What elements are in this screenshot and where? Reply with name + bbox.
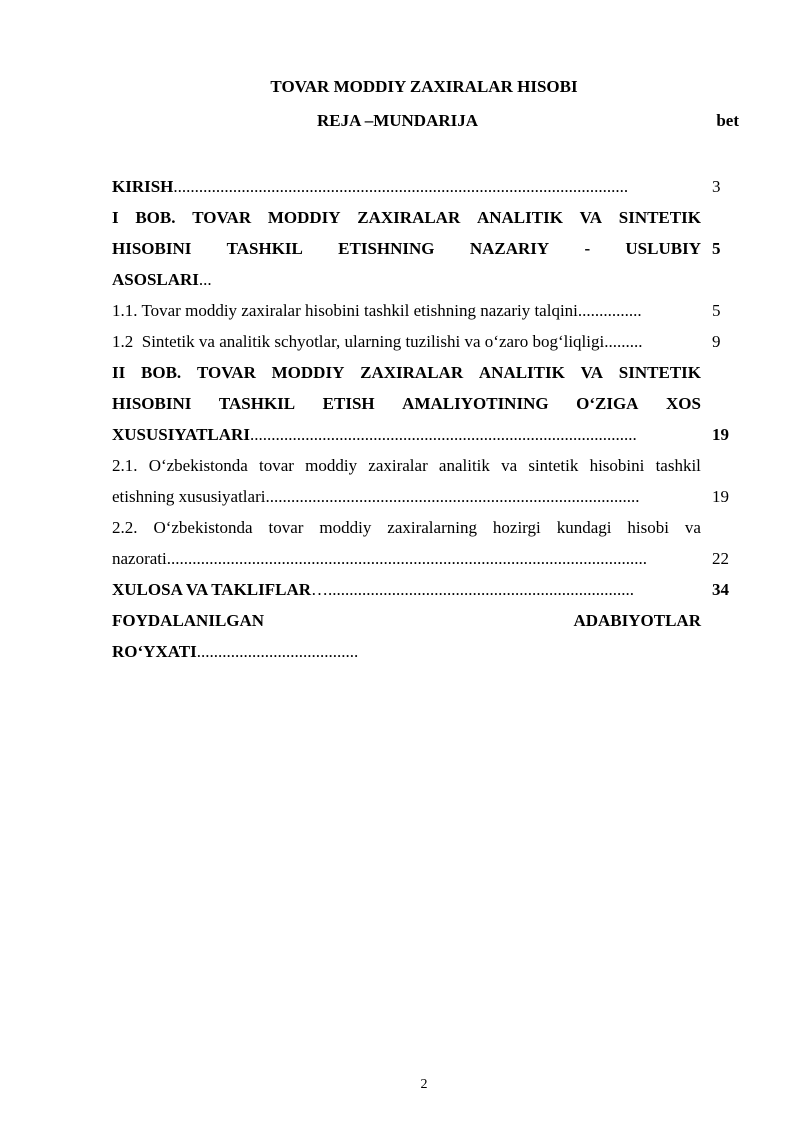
word: II (112, 363, 126, 382)
toc-entry-line (112, 388, 701, 419)
word: etishning xususiyatlari (112, 487, 266, 506)
word: 2.1. (112, 456, 138, 475)
toc-entry-line (112, 450, 701, 481)
word: O‘zbekistonda (148, 456, 248, 475)
word: hisobini (589, 456, 645, 475)
word: ANALITIK (478, 363, 565, 382)
toc-entry-line (112, 512, 701, 543)
page-column-label: bet (716, 111, 739, 130)
toc-entry-line (112, 202, 701, 233)
toc-leader-dots: ........................................................................ (328, 580, 635, 599)
word: MODDIY (271, 363, 345, 382)
toc-leader-dots: ......... (604, 332, 643, 351)
table-of-contents (112, 171, 740, 667)
word: ZAXIRALAR (357, 208, 461, 227)
word: 2.2. (112, 518, 138, 537)
word: O‘ZIGA (576, 394, 639, 413)
toc-leader-dots: ... (198, 270, 212, 289)
toc-entry-xulosa (112, 574, 740, 605)
word: ASOSLARI (112, 270, 199, 289)
word: ZAXIRALAR (360, 363, 464, 382)
toc-entry-title: 1.1. Tovar moddiy zaxiralar hisobini tashkil etishning nazariy talqini (112, 301, 578, 320)
word: BOB. (141, 363, 182, 382)
word: moddiy (305, 456, 358, 475)
toc-leader-dots: ........................................................................................... (249, 425, 637, 444)
toc-leader-dots: ............... (577, 301, 642, 320)
toc-ellipsis: … (311, 580, 329, 599)
word: ADABIYOTLAR (573, 611, 701, 630)
word: ANALITIK (476, 208, 563, 227)
word: XUSUSIYATLARI (112, 425, 250, 444)
word: zaxiralar (368, 456, 428, 475)
toc-entry-bob1 (112, 202, 740, 295)
toc-entry-line (112, 605, 701, 636)
word: XOS (665, 394, 701, 413)
word: va (684, 518, 701, 537)
toc-leader-dots: ........................................................................................ (265, 487, 640, 506)
word: va (501, 456, 518, 475)
word: HISOBINI (112, 394, 192, 413)
word: BOB. (135, 208, 176, 227)
toc-entry-line (112, 543, 701, 574)
word: ETISHNING (338, 239, 435, 258)
toc-entry-title: 1.2 Sintetik va analitik schyotlar, ularning tuzilishi va o‘zaro bog‘liqligi (112, 332, 605, 351)
word: ETISH (322, 394, 375, 413)
word: tashkil (655, 456, 701, 475)
word: tovar (268, 518, 304, 537)
word: I (112, 208, 119, 227)
word: VA (580, 363, 604, 382)
word: TASHKIL (226, 239, 303, 258)
word: - (584, 239, 591, 258)
word: HISOBINI (112, 239, 192, 258)
word: zaxiralarning (387, 518, 477, 537)
word: TOVAR (196, 363, 256, 382)
toc-leader-dots: ........................................................................................................... (173, 177, 629, 196)
word: TOVAR (192, 208, 252, 227)
page-number: 2 (420, 1077, 428, 1092)
word: MODDIY (267, 208, 341, 227)
toc-entry-1-2 (112, 326, 740, 357)
toc-page-number: 5 (712, 301, 721, 320)
toc-entry-line (112, 357, 701, 388)
toc-page-number: 9 (712, 332, 721, 351)
toc-page-number: 19 (712, 487, 729, 506)
toc-leader-dots: ...................................... (196, 642, 359, 661)
toc-entry-line (112, 419, 701, 450)
toc-entry-line (112, 233, 701, 264)
toc-entry-line (112, 481, 701, 512)
toc-leader-dots: ................................................................................................................. (166, 549, 647, 568)
word: TASHKIL (218, 394, 296, 413)
toc-entry-adabiyotlar (112, 605, 740, 667)
word: SINTETIK (618, 363, 701, 382)
toc-entry-line (112, 636, 701, 667)
word: O‘zbekistonda (153, 518, 253, 537)
toc-entry-2-2 (112, 512, 740, 574)
toc-entry-1-1 (112, 295, 740, 326)
toc-entry-line (112, 264, 701, 295)
toc-entry-bob2 (112, 357, 740, 450)
toc-page-number: 3 (712, 177, 721, 196)
toc-entry-title: KIRISH (112, 177, 174, 196)
toc-entry-kirish (112, 171, 740, 202)
word: nazorati (112, 549, 167, 568)
word: sintetik (528, 456, 579, 475)
word: hozirgi (492, 518, 541, 537)
word: SINTETIK (618, 208, 701, 227)
word: hisobi (627, 518, 669, 537)
word: analitik (438, 456, 490, 475)
document-subtitle: REJA –MUNDARIJA (317, 111, 479, 130)
toc-entry-title: XULOSA VA TAKLIFLAR (112, 580, 312, 599)
word: USLUBIY (625, 239, 701, 258)
word: tovar (259, 456, 294, 475)
word: NAZARIY (469, 239, 550, 258)
word: AMALIYOTINING (402, 394, 549, 413)
toc-page-number: 34 (712, 580, 729, 599)
word: VA (579, 208, 603, 227)
toc-page-number: 22 (712, 549, 729, 568)
word: RO‘YXATI (112, 642, 197, 661)
toc-page-number: 19 (712, 425, 729, 444)
toc-page-number: 5 (712, 239, 721, 258)
word: moddiy (319, 518, 372, 537)
word: FOYDALANILGAN (112, 611, 265, 630)
toc-entry-2-1 (112, 450, 740, 512)
word: kundagi (556, 518, 612, 537)
document-title: TOVAR MODDIY ZAXIRALAR HISOBI (270, 77, 578, 96)
